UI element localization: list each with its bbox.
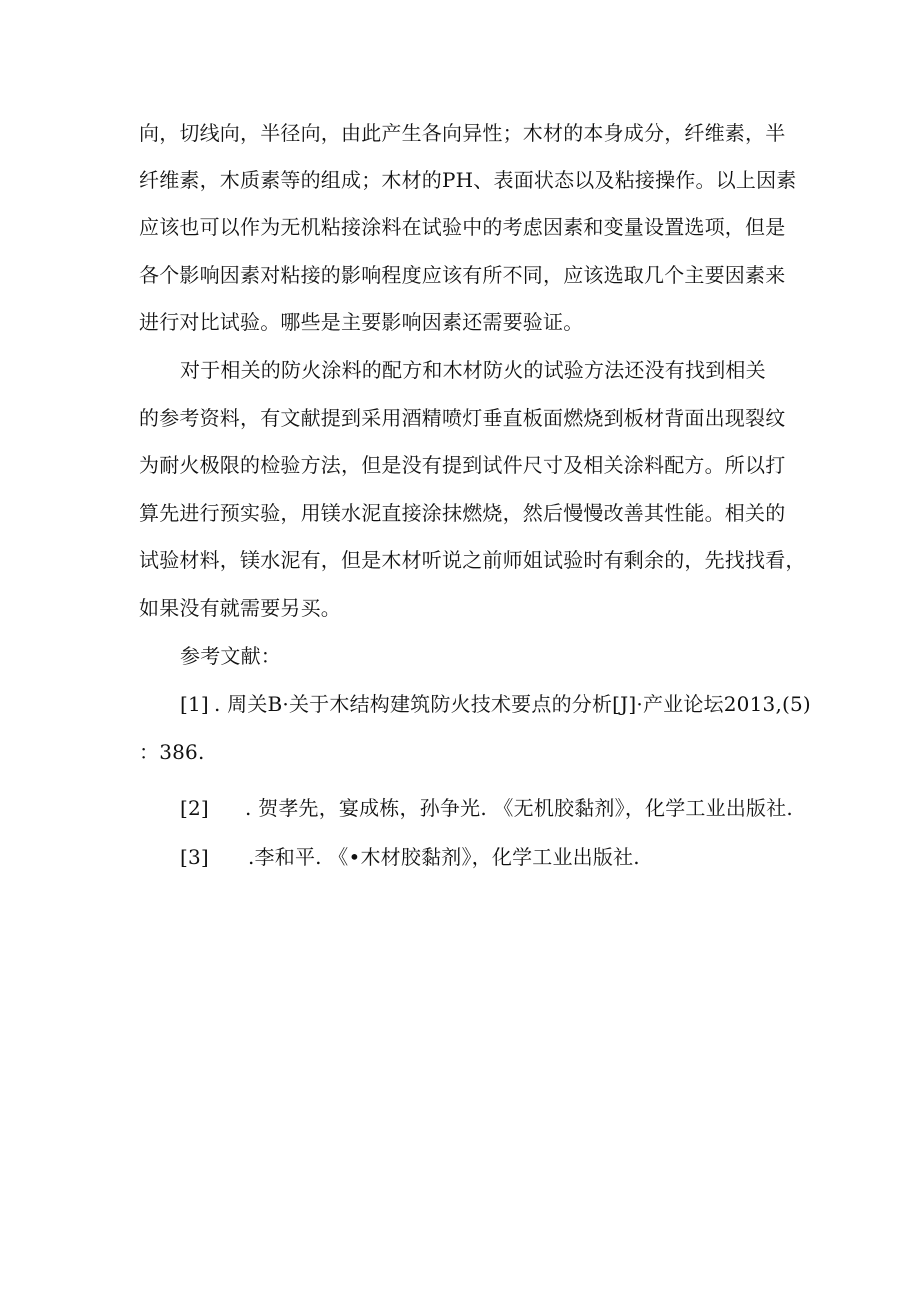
text-line: 为耐火极限的检验方法，但是没有提到试件尺寸及相关涂料配方。所以打: [139, 453, 786, 477]
reference-text-continued: ：386.: [139, 740, 205, 764]
text-line: 向，切线向，半径向，由此产生各向异性；木材的本身成分，纤维素，半: [139, 121, 786, 145]
reference-number: [2]: [180, 796, 209, 820]
references-heading: 参考文献：: [180, 644, 281, 668]
text-line: 各个影响因素对粘接的影响程度应该有所不同，应该选取几个主要因素来: [139, 263, 786, 287]
reference-number: [3]: [180, 845, 209, 869]
text-line: 试验材料，镁水泥有，但是木材听说之前师姐试验时有剩余的，先找找看，: [139, 548, 806, 572]
reference-text: . 贺孝先，宴成栋，孙争光. 《无机胶黏剂》，化学工业出版社.: [245, 796, 793, 820]
text-line: 对于相关的防火涂料的配方和木材防火的试验方法还没有找到相关: [180, 358, 766, 382]
text-line: 应该也可以作为无机粘接涂料在试验中的考虑因素和变量设置选项，但是: [139, 215, 786, 239]
reference-text: .李和平. 《•木材胶黏剂》，化学工业出版社.: [248, 845, 640, 869]
text-line: 进行对比试验。哪些是主要影响因素还需要验证。: [139, 310, 584, 334]
reference-text: . 周关B·关于木结构建筑防火技术要点的分析[J]·产业论坛2013,(5): [214, 692, 811, 716]
text-line: 的参考资料，有文献提到采用酒精喷灯垂直板面燃烧到板材背面出现裂纹: [139, 406, 786, 430]
text-line: 纤维素，木质素等的组成；木材的PH、表面状态以及粘接操作。以上因素: [139, 168, 797, 192]
reference-number: [1]: [180, 692, 209, 716]
text-line: 如果没有就需要另买。: [139, 596, 341, 620]
text-line: 算先进行预实验，用镁水泥直接涂抹燃烧，然后慢慢改善其性能。相关的: [139, 501, 786, 525]
